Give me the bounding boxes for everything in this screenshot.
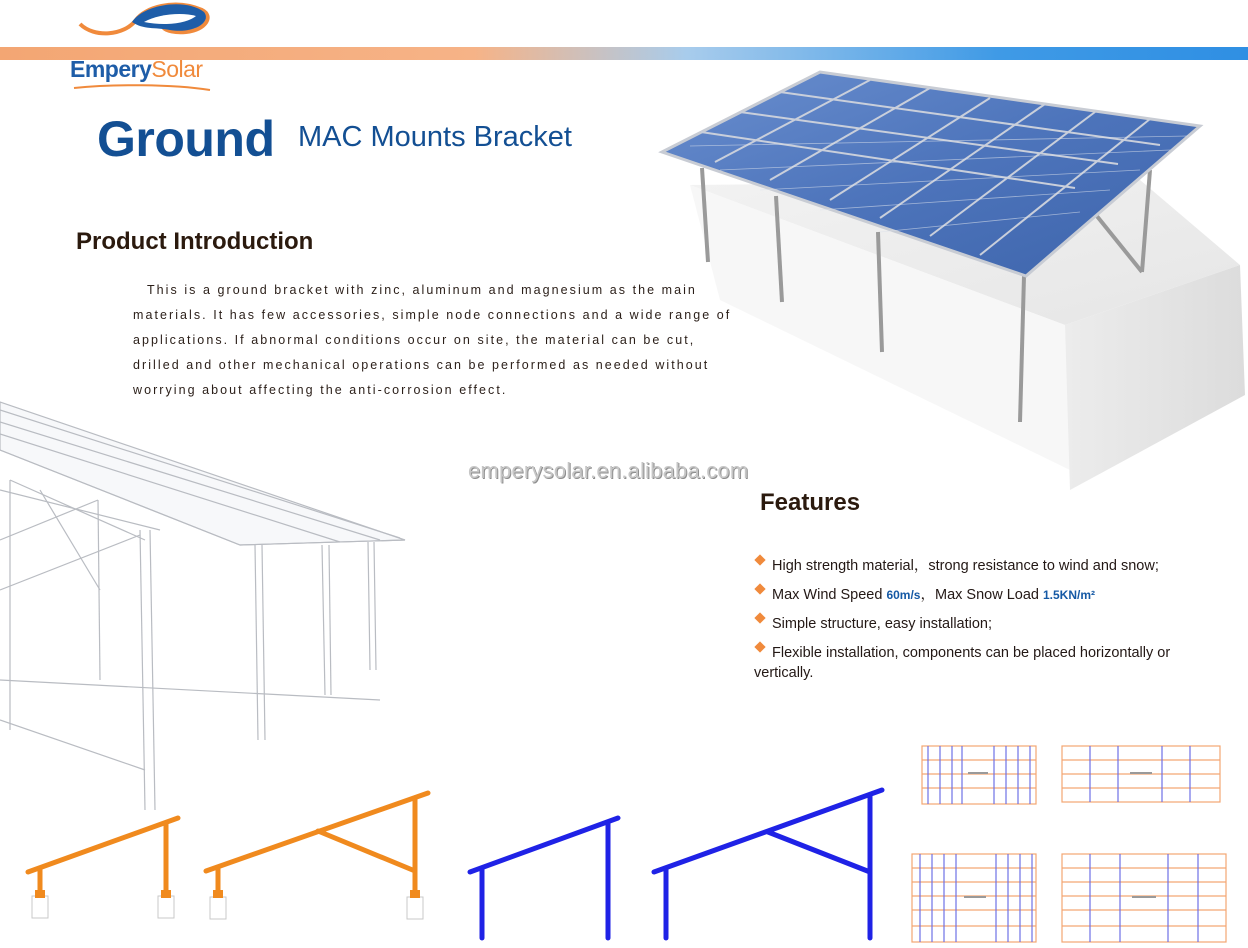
diamond-bullet-icon	[754, 612, 765, 623]
feature-item	[754, 614, 1194, 634]
snow-load-value: 1.5KN/m²	[1043, 588, 1096, 602]
blue-single-post-bracket-icon	[462, 810, 632, 945]
intro-heading: Product Introduction	[76, 228, 314, 255]
diamond-bullet-icon	[754, 641, 765, 652]
diamond-bullet-icon	[754, 554, 765, 565]
panel-layout-grid-icon	[918, 742, 1238, 948]
feature-text: Flexible installation, components can be placed horizontally or vertically.	[754, 645, 1171, 681]
feature-item	[754, 585, 1194, 605]
feature-item	[754, 556, 1194, 576]
site-watermark: emperysolar.en.alibaba.com	[468, 458, 749, 483]
brand-name-part1: Empery	[70, 56, 152, 82]
diamond-bullet-icon	[754, 583, 765, 594]
feature-text: Max Wind Speed	[772, 587, 887, 603]
page-subtitle: MAC Mounts Bracket	[298, 121, 572, 153]
features-list	[754, 556, 1194, 692]
orange-single-post-bracket-icon	[20, 810, 190, 925]
bracket-line-drawing-icon	[0, 390, 420, 820]
feature-text: High strength material，strong resistance to wind and snow;	[772, 558, 1159, 574]
wind-speed-value: 60m/s	[886, 588, 921, 602]
brand-name-part2: Solar	[151, 56, 203, 82]
feature-text: ，Max Snow Load	[920, 587, 1043, 603]
features-heading: Features	[760, 489, 861, 516]
blue-braced-bracket-icon	[648, 784, 888, 944]
feature-text: Simple structure, easy installation;	[772, 616, 993, 632]
intro-paragraph: This is a ground bracket with zinc, aluminum and magnesium as the main materials. It has few accessories, simple node connections and a wide range of applications. If abnormal conditions occur on site, the material can be cut, drilled and other mechanical operations can be performed as needed without worrying about affecting the anti-corrosion effect.	[133, 283, 732, 397]
page-title: Ground	[97, 111, 275, 167]
orange-braced-bracket-icon	[200, 785, 440, 925]
feature-item	[754, 643, 1194, 683]
